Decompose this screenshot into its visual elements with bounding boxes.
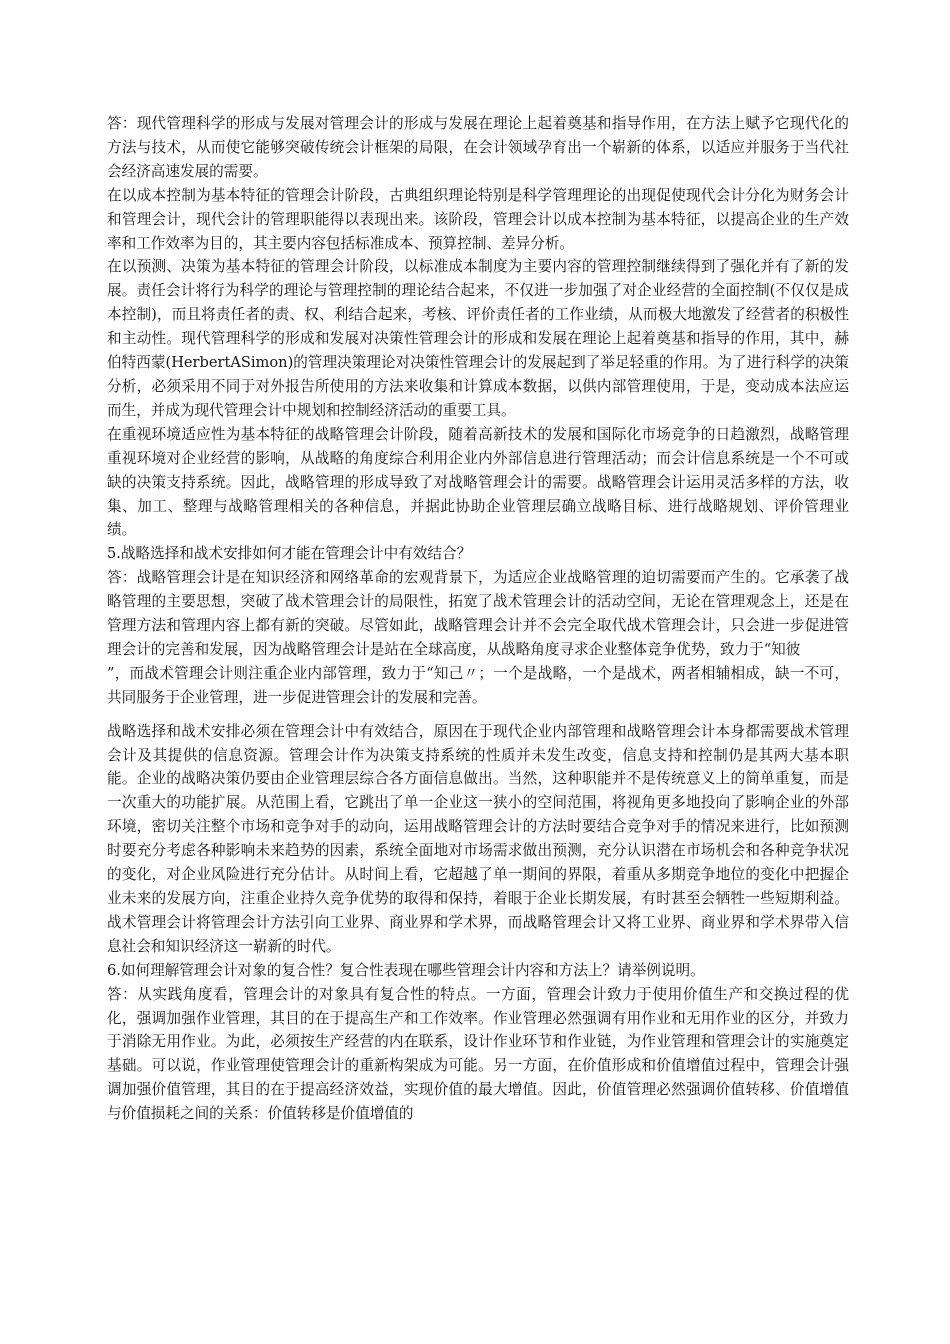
paragraph-strategy-tactics: 战略选择和战术安排必须在管理会计中有效结合，原因在于现代企业内部管理和战略管理会计本身都需要战术管理会计及其提供的信息资源。管理会计作为决策支持系统的性质并未发生改变，信息支持和控制仍是其两大基本职能。企业的战略决策仍要由企业管理层综合各方面信息做出。当然，这种职能并不是传统意义上的简单重复，而是一次重大的功能扩展。从范围上看，它跳出了单一企业这一狭小的空间范围，将视角更多地投向了影响企业的外部环境，密切关注整个市场和竞争对手的动向，运用战略管理会计的方法时要结合竞争对手的情况来进行，比如预测时要充分考虑各种影响未来趋势的因素，系统全面地对市场需求做出预测，充分认识潜在市场机会和各种竞争状况的变化，对企业风险进行充分估计。从时间上看，它超越了单一期间的界限，着重从多期竞争地位的变化中把握企业未来的发展方向，注重企业持久竞争优势的取得和保持，着眼于企业长期发展，有时甚至会牺牲一些短期利益。战术管理会计将管理会计方法引向工业界、商业界和学术界，而战略管理会计又将工业界、商业界和学术界带入信息社会和知识经济这一崭新的时代。 xyxy=(107,722,849,955)
paragraph-answer-5-continued: ”，而战术管理会计则注重企业内部管理，致力于“知己〃；一个是战略，一个是战术，两者相辅相成，缺一不可，共同服务于企业管理，进一步促进管理会计的发展和完善。 xyxy=(107,664,849,706)
paragraph-answer-5: 答：战略管理会计是在知识经济和网络革命的宏观背景下，为适应企业战略管理的迫切需要而产生的。它承袭了战略管理的主要思想，突破了战术管理会计的局限性，拓宽了战术管理会计的活动空间，无论在管理观念上，还是在管理方法和管理内容上都有新的突破。尽管如此，战略管理会计并不会完全取代战术管理会计，只会进一步促进管理会计的完善和发展，因为战略管理会计是站在全球高度，从战略角度寻求企业整体竞争优势，致力于“知彼 xyxy=(107,569,849,658)
paragraph-answer-6: 答：从实践角度看，管理会计的对象具有复合性的特点。一方面，管理会计致力于使用价值生产和交换过程的优化，强调加强作业管理，其目的在于提高生产和工作效率。作业管理必然强调有用作业和无用作业的区分，并致力于消除无用作业。为此，必须按生产经营的内在联系，设计作业环节和作业链，为作业管理和管理会计的实施奠定基础。可以说，作业管理使管理会计的重新构架成为可能。另一方面，在价值形成和价值增值过程中，管理会计强调加强价值管理，其目的在于提高经济效益，实现价值的最大增值。因此，价值管理必然强调价值转移、价值增值与价值损耗之间的关系：价值转移是价值增值的 xyxy=(107,985,849,1123)
question-5: 5.战略选择和战术安排如何才能在管理会计中有效结合？ xyxy=(107,545,472,563)
paragraph-strategic-stage: 在重视环境适应性为基本特征的战略管理会计阶段，随着高新技术的发展和国际化市场竞争的日趋激烈，战略管理重视环境对企业经营的影响，从战略的角度综合利用企业内外部信息进行管理活动；而会计信息系统是一个不可或缺的决策支持系统。因此，战略管理的形成导致了对战略管理会计的需要。战略管理会计运用灵活多样的方法，收集、加工、整理与战略管理相关的各种信息，并据此协助企业管理层确立战略目标、进行战略规划、评价管理业绩。 xyxy=(107,425,849,539)
paragraph-cost-control-stage: 在以成本控制为基本特征的管理会计阶段，古典组织理论特别是科学管理理论的出现促使现代会计分化为财务会计和管理会计，现代会计的管理职能得以表现出来。该阶段，管理会计以成本控制为基本特征，以提高企业的生产效率和工作效率为目的，其主要内容包括标准成本、预算控制、差异分析。 xyxy=(107,186,849,252)
document-body xyxy=(107,112,849,1126)
paragraph-decision-stage: 在以预测、决策为基本特征的管理会计阶段，以标准成本制度为主要内容的管理控制继续得到了强化并有了新的发展。责任会计将行为科学的理论与管理控制的理论结合起来，不仅进一步加强了对企业经营的全面控制(不仅仅是成本控制)，而且将责任者的责、权、利结合起来，考核、评价责任者的工作业绩，从而极大地激发了经营者的积极性和主动性。现代管理科学的形成和发展对决策性管理会计的形成和发展在理论上起着奠基和指导的作用，其中，赫伯特西蒙(HerbertASimon)的管理决策理论对决策性管理会计的发展起到了举足轻重的作用。为了进行科学的决策分析，必须采用不同于对外报告所使用的方法来收集和计算成本数据，以供内部管理使用，于是，变动成本法应运而生，并成为现代管理会计中规划和控制经济活动的重要工具。 xyxy=(107,258,849,419)
question-6: 6.如何理解管理会计对象的复合性？复合性表现在哪些管理会计内容和方法上？请举例说明。 xyxy=(107,961,705,979)
paragraph-answer-intro: 答：现代管理科学的形成与发展对管理会计的形成与发展在理论上起着奠基和指导作用，在方法上赋予它现代化的方法与技术，从而使它能够突破传统会计框架的局限，在会计领域孕育出一个崭新的体系，以适应并服务于当代社会经济高速发展的需要。 xyxy=(107,115,849,180)
